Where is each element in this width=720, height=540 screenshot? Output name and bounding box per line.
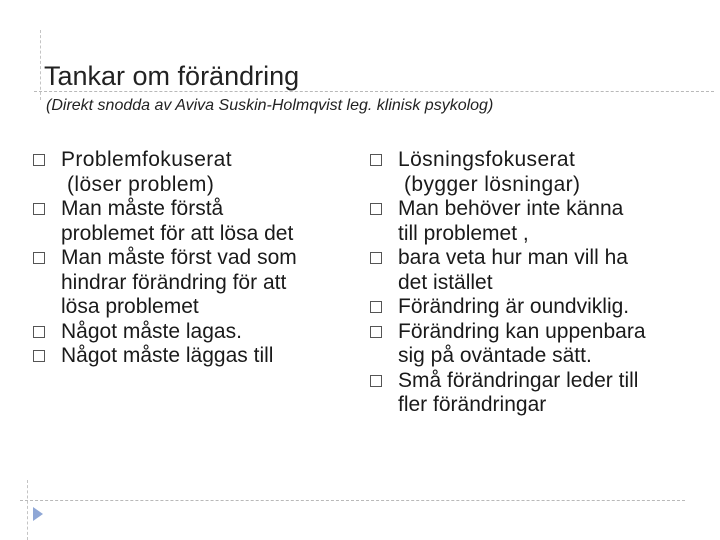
bottom-divider bbox=[20, 500, 685, 501]
list-item: Man måste förstå problemet för att lösa det bbox=[30, 197, 350, 246]
checkbox-bullet-icon bbox=[33, 154, 45, 166]
left-guide-line bbox=[40, 30, 41, 100]
list-item: Man behöver inte känna till problemet , bbox=[367, 197, 697, 246]
checkbox-bullet-icon bbox=[370, 301, 382, 313]
list-item: Små förändringar leder till fler förändringar bbox=[367, 369, 697, 418]
checkbox-bullet-icon bbox=[33, 350, 45, 362]
right-column bbox=[367, 148, 697, 418]
checkbox-bullet-icon bbox=[33, 203, 45, 215]
left-heading: Problemfokuserat (löser problem) bbox=[30, 148, 350, 197]
list-item: Man måste först vad som hindrar förändring för att lösa problemet bbox=[30, 246, 350, 320]
checkbox-bullet-icon bbox=[370, 154, 382, 166]
navigation-triangle-icon bbox=[33, 507, 43, 521]
list-item: Förändring är oundviklig. bbox=[367, 295, 697, 320]
slide-title: Tankar om förändring bbox=[44, 61, 300, 91]
checkbox-bullet-icon bbox=[33, 252, 45, 264]
checkbox-bullet-icon bbox=[370, 203, 382, 215]
bottom-guide-line bbox=[27, 480, 28, 540]
checkbox-bullet-icon bbox=[370, 326, 382, 338]
list-item: bara veta hur man vill ha det istället bbox=[367, 246, 697, 295]
list-item: Förändring kan uppenbara sig på oväntade sätt. bbox=[367, 320, 697, 369]
right-heading: Lösningsfokuserat (bygger lösningar) bbox=[367, 148, 697, 197]
list-item: Något måste lagas. bbox=[30, 320, 350, 345]
checkbox-bullet-icon bbox=[370, 252, 382, 264]
checkbox-bullet-icon bbox=[33, 326, 45, 338]
list-item: Något måste läggas till bbox=[30, 344, 350, 369]
slide-subtitle: (Direkt snodda av Aviva Suskin-Holmqvist leg. klinisk psykolog) bbox=[46, 97, 494, 114]
left-column bbox=[30, 148, 350, 369]
checkbox-bullet-icon bbox=[370, 375, 382, 387]
